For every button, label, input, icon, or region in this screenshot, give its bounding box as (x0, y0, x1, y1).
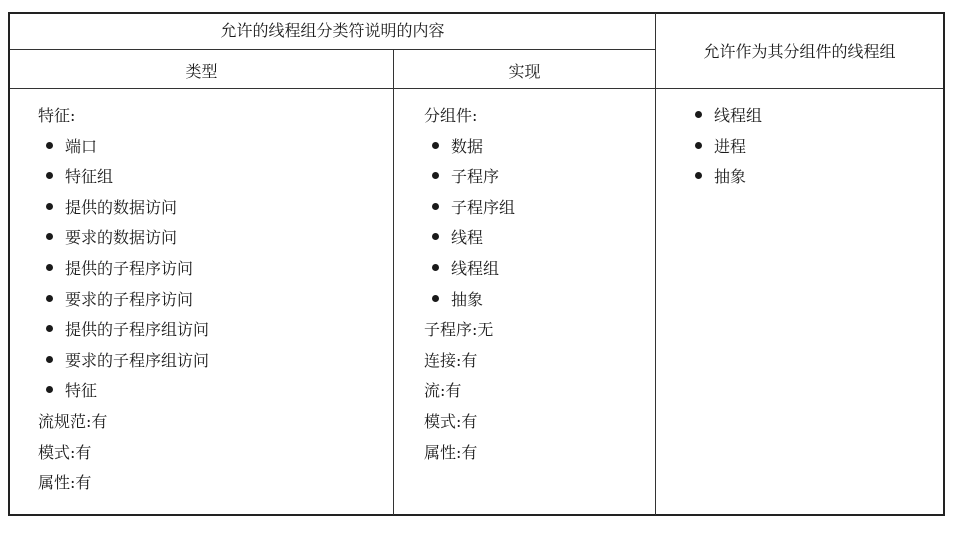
subcomponent-item (687, 132, 937, 163)
bullet-icon (46, 233, 53, 240)
bullet-icon (46, 356, 53, 363)
subcomponent-item-label: 抽象 (714, 167, 747, 187)
impl-item (424, 101, 649, 132)
type-item (38, 101, 388, 132)
group-header: 允许的线程组分类符说明的内容 (220, 21, 445, 40)
type-item-label: 提供的子程序访问 (65, 258, 194, 278)
impl-item-label: 模式:有 (424, 411, 478, 431)
type-item (38, 162, 388, 193)
subcomponent-column-content (687, 101, 937, 193)
type-item-label: 特征 (65, 381, 98, 401)
type-column-header: 类型 (185, 62, 218, 81)
type-item (38, 223, 388, 254)
subcomponent-column-header: 允许作为其分组件的线程组 (703, 42, 896, 61)
type-column-content (38, 101, 388, 499)
type-item-label: 提供的子程序组访问 (65, 320, 210, 340)
bullet-icon (46, 264, 53, 271)
impl-item (424, 315, 649, 346)
impl-item-label: 子程序:无 (424, 320, 494, 340)
bullet-icon (695, 172, 702, 179)
bullet-icon (46, 142, 53, 149)
bullet-icon (432, 142, 439, 149)
impl-item (424, 193, 649, 224)
type-item-label: 要求的数据访问 (65, 228, 178, 248)
impl-item (424, 346, 649, 377)
impl-item (424, 162, 649, 193)
impl-item-label: 抽象 (451, 289, 484, 309)
type-item-label: 要求的子程序组访问 (65, 350, 210, 370)
type-item-label: 端口 (65, 136, 98, 156)
type-item (38, 346, 388, 377)
implementation-column-header: 实现 (508, 62, 541, 81)
impl-item (424, 407, 649, 438)
subcomponent-item-label: 线程组 (714, 106, 763, 125)
bullet-icon (432, 295, 439, 302)
type-item-label: 流规范:有 (38, 411, 108, 431)
header-divider-line (10, 49, 655, 50)
impl-item (424, 132, 649, 163)
column-divider-1 (393, 49, 394, 515)
subcomponent-item (687, 101, 937, 132)
bullet-icon (432, 233, 439, 240)
type-item (38, 285, 388, 316)
implementation-column-content (424, 101, 649, 468)
impl-item (424, 438, 649, 469)
bullet-icon (432, 172, 439, 179)
type-item-label: 要求的子程序访问 (65, 289, 194, 309)
impl-item (424, 376, 649, 407)
impl-item-label: 连接:有 (424, 350, 478, 370)
impl-item-label: 子程序 (451, 167, 500, 187)
type-item (38, 468, 388, 499)
bullet-icon (46, 325, 53, 332)
bullet-icon (432, 264, 439, 271)
impl-item (424, 223, 649, 254)
type-item (38, 193, 388, 224)
type-item-label: 特征: (38, 106, 76, 125)
header-bottom-line (10, 88, 943, 89)
impl-item-label: 分组件: (424, 106, 478, 125)
type-item (38, 132, 388, 163)
type-item-label: 提供的数据访问 (65, 197, 178, 217)
type-item-label: 特征组 (65, 167, 114, 187)
type-item-label: 模式:有 (38, 442, 92, 462)
impl-item (424, 285, 649, 316)
impl-item-label: 数据 (451, 136, 484, 156)
bullet-icon (46, 203, 53, 210)
impl-item-label: 线程 (451, 228, 484, 248)
subcomponent-item-label: 进程 (714, 136, 747, 156)
bullet-icon (695, 142, 702, 149)
subcomponent-item (687, 162, 937, 193)
impl-item-label: 子程序组 (451, 197, 516, 217)
type-item (38, 254, 388, 285)
type-item (38, 438, 388, 469)
type-item (38, 315, 388, 346)
type-item (38, 407, 388, 438)
impl-item (424, 254, 649, 285)
bullet-icon (46, 295, 53, 302)
bullet-icon (695, 111, 702, 118)
bullet-icon (46, 172, 53, 179)
bullet-icon (432, 203, 439, 210)
impl-item-label: 流:有 (424, 381, 462, 401)
type-item (38, 376, 388, 407)
type-item-label: 属性:有 (38, 473, 92, 493)
bullet-icon (46, 386, 53, 393)
column-divider-2 (655, 13, 656, 515)
impl-item-label: 线程组 (451, 258, 500, 278)
impl-item-label: 属性:有 (424, 442, 478, 462)
